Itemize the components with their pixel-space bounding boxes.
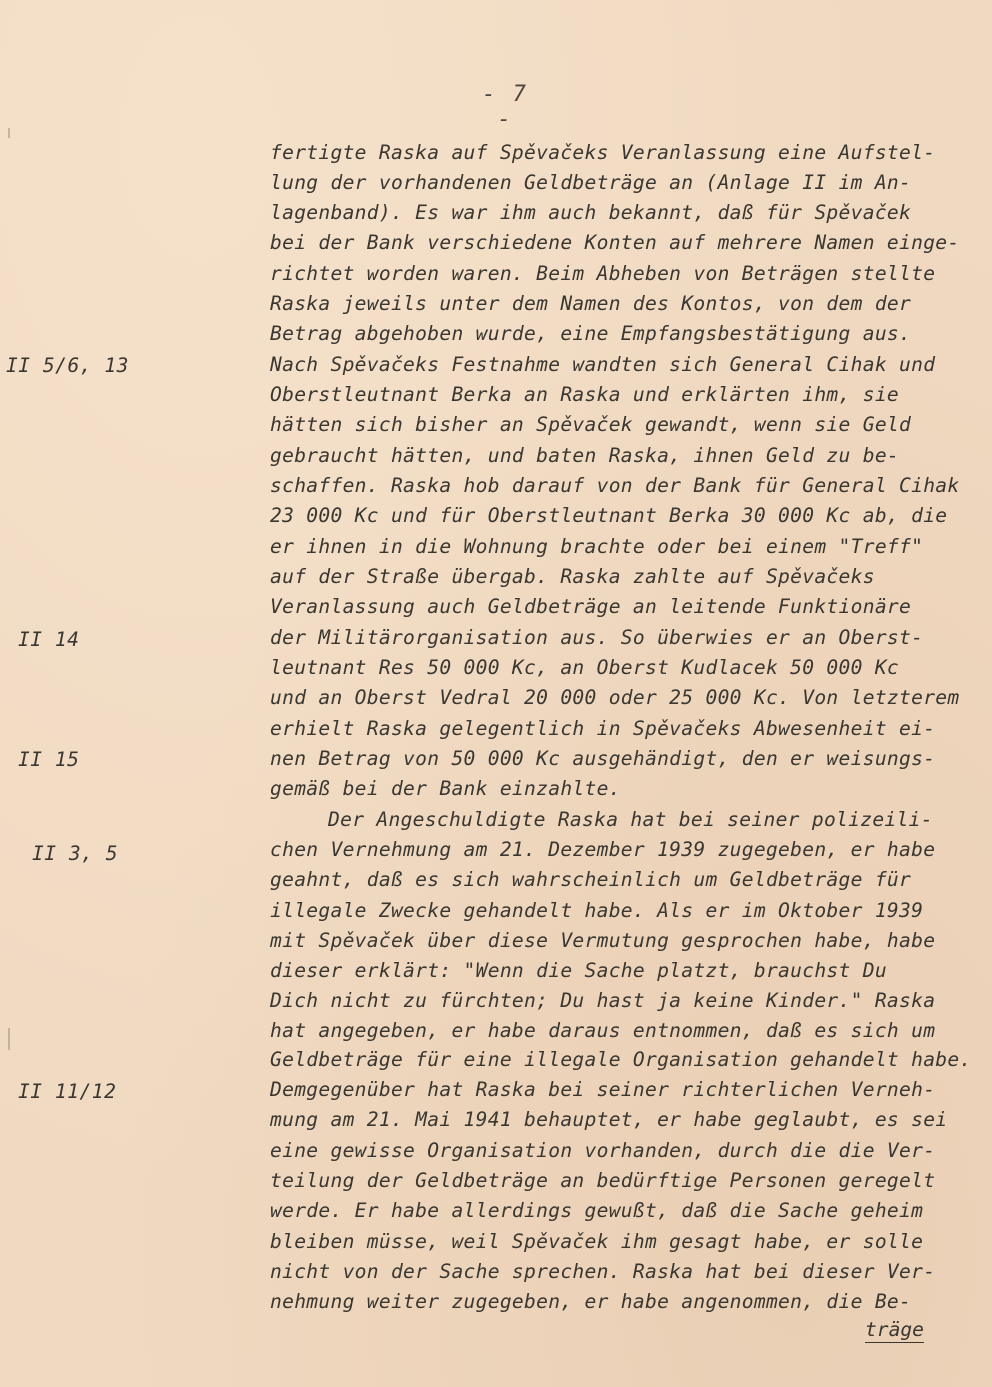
body-line: bleiben müsse, weil Spěvaček ihm gesagt habe, er solle: [270, 1230, 924, 1253]
body-line: auf der Straße übergab. Raska zahlte auf Spěvačeks: [270, 565, 875, 588]
body-line: dieser erklärt: "Wenn die Sache platzt, brauchst Du: [270, 959, 887, 982]
body-line: chen Vernehmung am 21. Dezember 1939 zugegeben, er habe: [270, 838, 936, 861]
body-line: nen Betrag von 50 000 Kc ausgehändigt, den er weisungs-: [270, 747, 936, 770]
body-line: hätten sich bisher an Spěvaček gewandt, wenn sie Geld: [270, 413, 912, 436]
body-line: fertigte Raska auf Spěvačeks Veranlassung eine Aufstel-: [270, 141, 936, 164]
body-line: gebraucht hätten, und baten Raska, ihnen Geld zu be-: [270, 444, 900, 467]
body-line: bei der Bank verschiedene Konten auf mehrere Namen einge-: [270, 231, 960, 254]
body-line: der Militärorganisation aus. So überwies er an Oberst-: [270, 626, 924, 649]
body-line: erhielt Raska gelegentlich in Spěvačeks Abwesenheit ei-: [270, 717, 936, 740]
body-line: mit Spěvaček über diese Vermutung gesprochen habe, habe: [270, 929, 936, 952]
body-line: eine gewisse Organisation vorhanden, durch die die Ver-: [270, 1139, 936, 1162]
body-line: Geldbeträge für eine illegale Organisation gehandelt habe.: [270, 1048, 972, 1071]
body-line: Raska jeweils unter dem Namen des Kontos, von dem der: [270, 292, 912, 315]
body-line: und an Oberst Vedral 20 000 oder 25 000 Kc. Von letzterem: [270, 686, 960, 709]
left-edge-mark: [8, 128, 10, 138]
body-line: er ihnen in die Wohnung brachte oder bei einem "Treff": [270, 535, 924, 558]
body-line: 23 000 Kc und für Oberstleutnant Berka 30 000 Kc ab, die: [270, 504, 948, 527]
body-line: Der Angeschuldigte Raska hat bei seiner polizeili-: [328, 808, 933, 831]
body-line: Dich nicht zu fürchten; Du hast ja keine Kinder." Raska: [270, 989, 936, 1012]
margin-reference: II 14: [18, 628, 80, 651]
body-line: leutnant Res 50 000 Kc, an Oberst Kudlacek 50 000 Kc: [270, 656, 900, 679]
margin-reference: II 5/6, 13: [6, 354, 129, 377]
body-line: geahnt, daß es sich wahrscheinlich um Geldbeträge für: [270, 868, 912, 891]
body-line: richtet worden waren. Beim Abheben von Beträgen stellte: [270, 262, 936, 285]
margin-reference: II 15: [18, 748, 80, 771]
body-line: hat angegeben, er habe daraus entnommen, daß es sich um: [270, 1019, 936, 1042]
body-line: Veranlassung auch Geldbeträge an leitende Funktionäre: [270, 595, 912, 618]
body-line: Betrag abgehoben wurde, eine Empfangsbestätigung aus.: [270, 322, 912, 345]
body-line: lung der vorhandenen Geldbeträge an (Anlage II im An-: [270, 171, 912, 194]
body-line: illegale Zwecke gehandelt habe. Als er im Oktober 1939: [270, 899, 924, 922]
body-line: nicht von der Sache sprechen. Raska hat bei dieser Ver-: [270, 1260, 936, 1283]
margin-reference: II 11/12: [18, 1080, 117, 1103]
body-line: mung am 21. Mai 1941 behauptet, er habe geglaubt, es sei: [270, 1108, 948, 1131]
body-line: lagenband). Es war ihm auch bekannt, daß für Spěvaček: [270, 201, 912, 224]
body-line: schaffen. Raska hob darauf von der Bank für General Cihak: [270, 474, 960, 497]
catchword: träge: [865, 1318, 924, 1341]
body-line: Demgegenüber hat Raska bei seiner richterlichen Verneh-: [270, 1078, 936, 1101]
body-line: Oberstleutnant Berka an Raska und erklärten ihm, sie: [270, 383, 900, 406]
body-line: nehmung weiter zugegeben, er habe angenommen, die Be-: [270, 1290, 912, 1313]
page-number: - 7 -: [482, 82, 528, 132]
left-edge-mark: [8, 1028, 10, 1050]
margin-reference: II 3, 5: [32, 842, 119, 865]
body-line: teilung der Geldbeträge an bedürftige Personen geregelt: [270, 1169, 936, 1192]
body-line: Nach Spěvačeks Festnahme wandten sich General Cihak und: [270, 353, 936, 376]
body-line: gemäß bei der Bank einzahlte.: [270, 777, 621, 800]
body-line: werde. Er habe allerdings gewußt, daß die Sache geheim: [270, 1199, 924, 1222]
